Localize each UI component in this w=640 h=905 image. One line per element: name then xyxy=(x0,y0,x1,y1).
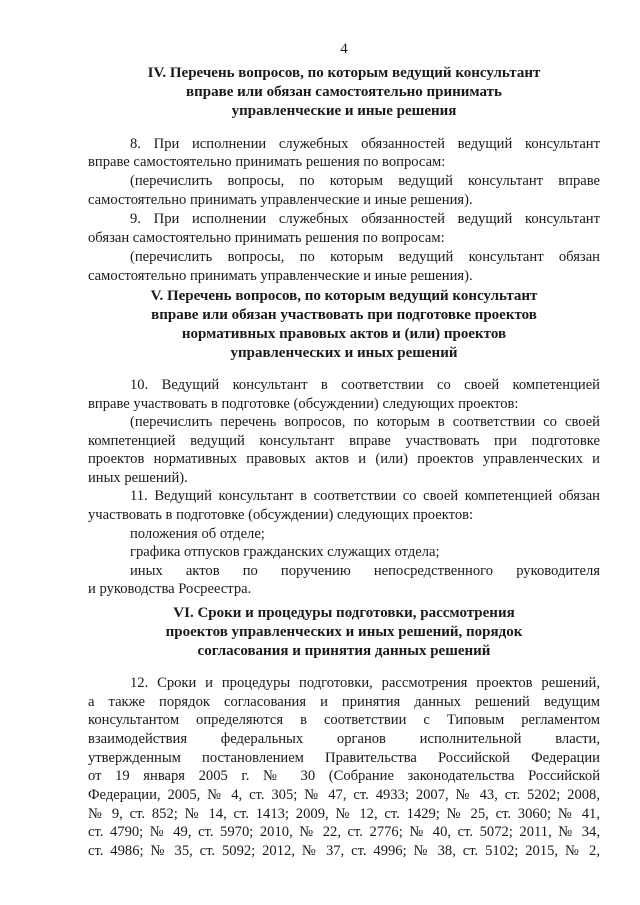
list-item-vacation-schedule: графика отпусков гражданских служащих отдела; xyxy=(130,544,440,560)
paragraph-8-line-2: вправе самостоятельно принимать решения по вопросам: xyxy=(88,154,446,170)
paragraph-10-note-line-1: (перечислить перечень вопросов, по которым в соответствии со своей xyxy=(130,414,600,430)
paragraph-12-line-2: а также порядок согласования и принятия данных решений ведущим xyxy=(88,694,600,710)
paragraph-12-line-3: консультантом определяются в соответствии с Типовым регламентом xyxy=(88,712,600,728)
paragraph-10-note-line-3: проектов нормативных правовых актов и (или) проектов управленческих и xyxy=(88,451,600,467)
paragraph-12-line-1: 12. Сроки и процедуры подготовки, рассмотрения проектов решений, xyxy=(130,675,600,691)
document-page xyxy=(88,0,600,905)
paragraph-9-line-1: 9. При исполнении служебных обязанностей ведущий консультант xyxy=(130,211,600,227)
paragraph-8-line-1: 8. При исполнении служебных обязанностей ведущий консультант xyxy=(130,136,600,152)
paragraph-9-note-line-2: самостоятельно принимать управленческие и иные решения). xyxy=(88,268,473,284)
section-5-heading-line-4: управленческих и иных решений xyxy=(230,345,458,361)
section-5-heading-line-2: вправе или обязан участвовать при подготовке проектов xyxy=(151,307,537,323)
paragraph-12-line-4: взаимодействия федеральных органов исполнительной власти, xyxy=(88,731,600,747)
section-4-heading-line-3: управленческие и иные решения xyxy=(231,103,457,119)
section-4-heading-line-2: вправе или обязан самостоятельно принимать xyxy=(186,84,502,100)
paragraph-11-line-1: 11. Ведущий консультант в соответствии со своей компетенцией обязан xyxy=(130,488,600,504)
paragraph-9-note-line-1: (перечислить вопросы, по которым ведущий консультант обязан xyxy=(130,249,600,265)
paragraph-9-line-2: обязан самостоятельно принимать решения по вопросам: xyxy=(88,230,445,246)
section-5-heading-line-1: V. Перечень вопросов, по которым ведущий консультант xyxy=(150,288,538,304)
paragraph-8-note-line-1: (перечислить вопросы, по которым ведущий консультант вправе xyxy=(130,173,600,189)
paragraph-8-note-line-2: самостоятельно принимать управленческие и иные решения). xyxy=(88,192,473,208)
paragraph-10-note-line-4: иных решений). xyxy=(88,470,188,486)
paragraph-12-line-8: № 9, ст. 852; № 14, ст. 1413; 2009, № 12, ст. 1429; № 25, ст. 3060; № 41, xyxy=(88,806,600,822)
list-item-other-acts-line-1: иных актов по поручению непосредственного руководителя xyxy=(130,563,600,579)
paragraph-12-line-9: ст. 4790; № 49, ст. 5970; 2010, № 22, ст. 2776; № 40, ст. 5072; 2011, № 34, xyxy=(88,824,600,840)
list-item-other-acts-line-2: и руководства Росреестра. xyxy=(88,581,252,597)
paragraph-12-line-7: Федерации, 2005, № 4, ст. 305; № 47, ст. 4933; 2007, № 43, ст. 5202; 2008, xyxy=(88,787,600,803)
page-number: 4 xyxy=(340,41,348,57)
paragraph-11-line-2: участвовать в подготовке (обсуждении) следующих проектов: xyxy=(88,507,474,523)
section-6-heading-line-2: проектов управленческих и иных решений, порядок xyxy=(165,624,523,640)
section-6-heading-line-3: согласования и принятия данных решений xyxy=(197,643,491,659)
paragraph-12-line-5: утвержденным постановлением Правительства Российской Федерации xyxy=(88,750,600,766)
section-5-heading-line-3: нормативных правовых актов и (или) проектов xyxy=(181,326,507,342)
section-4-heading-line-1: IV. Перечень вопросов, по которым ведущий консультант xyxy=(147,65,541,81)
paragraph-12-line-6: от 19 января 2005 г. № 30 (Собрание законодательства Российской xyxy=(88,768,600,784)
list-item-regulation: положения об отделе; xyxy=(130,526,265,542)
paragraph-10-note-line-2: компетенцией ведущий консультант вправе участвовать при подготовке xyxy=(88,433,600,449)
paragraph-12-line-10: ст. 4986; № 35, ст. 5092; 2012, № 37, ст. 4996; № 38, ст. 5102; 2015, № 2, xyxy=(88,843,600,859)
paragraph-10-line-1: 10. Ведущий консультант в соответствии со своей компетенцией xyxy=(130,377,600,393)
paragraph-10-line-2: вправе участвовать в подготовке (обсуждении) следующих проектов: xyxy=(88,396,519,412)
section-6-heading-line-1: VI. Сроки и процедуры подготовки, рассмотрения xyxy=(173,605,515,621)
